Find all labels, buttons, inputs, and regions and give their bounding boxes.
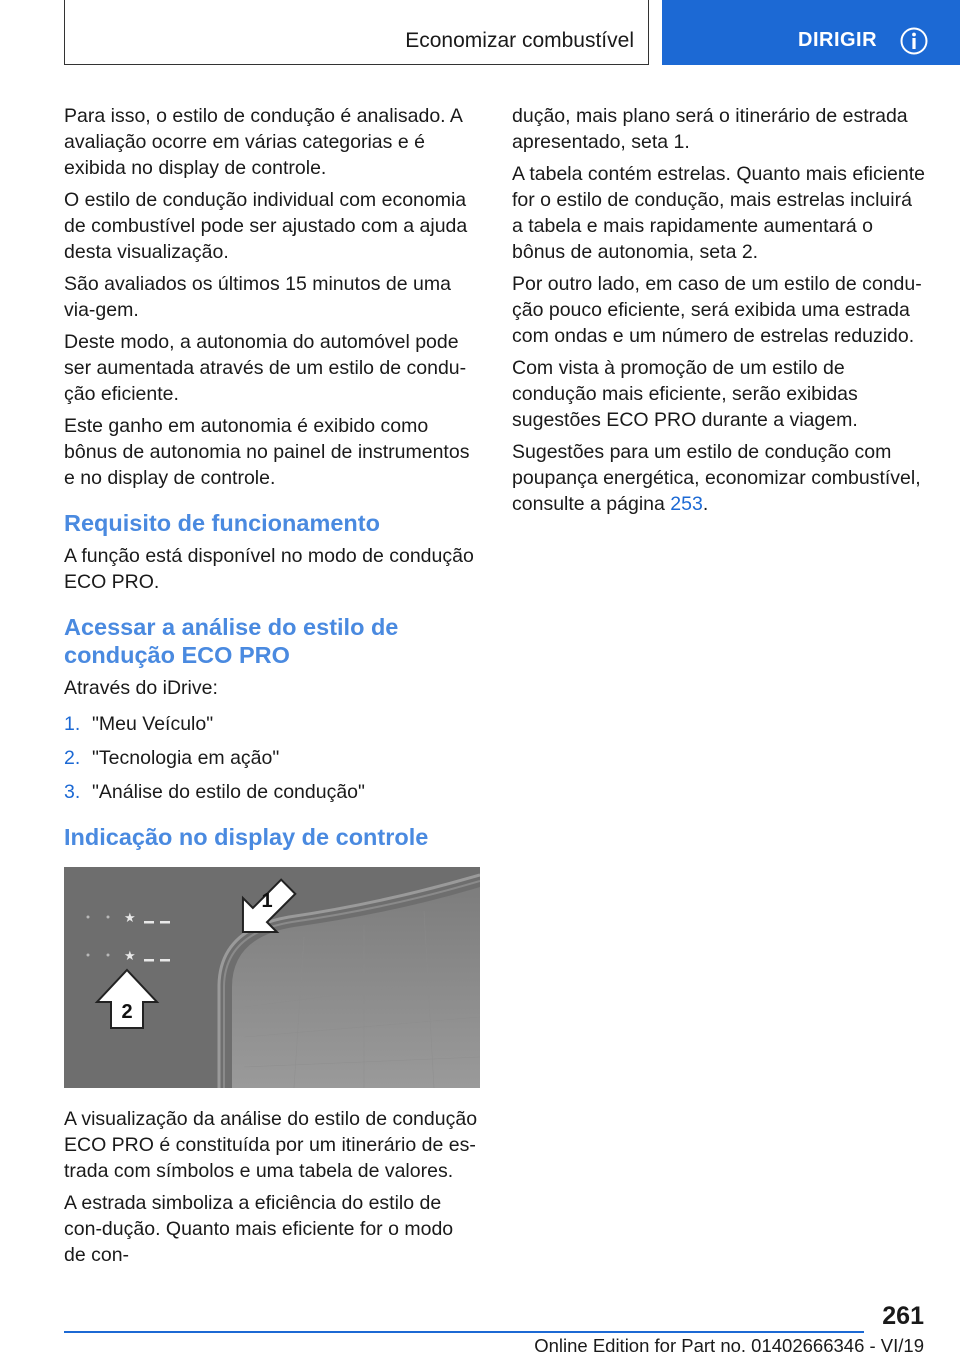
heading-requisito: Requisito de funcionamento — [64, 510, 380, 536]
arrow-2-label: 2 — [121, 1001, 133, 1023]
paragraph: Por outro lado, em caso de um estilo de condu-ção pouco eficiente, será exibida uma estrada com ondas e um número de estrelas reduzido. — [512, 273, 922, 347]
paragraph-end: . — [702, 493, 709, 515]
heading-acessar: Acessar a análise do estilo de condução ECO PRO — [64, 614, 399, 668]
arrow-1-label: 1 — [261, 890, 273, 912]
paragraph: dução, mais plano será o itinerário de estrada apresentado, seta 1. — [512, 105, 908, 153]
step-number: 1. — [64, 713, 81, 735]
paragraph: Este ganho em autonomia é exibido como bônus de autonomia no painel de instrumentos e no display de controle. — [64, 415, 470, 489]
step-number: 2. — [64, 747, 81, 769]
paragraph: São avaliados os últimos 15 minutos de uma via-gem. — [64, 273, 451, 321]
info-icon[interactable] — [899, 26, 929, 56]
paragraph: O estilo de condução individual com economia de combustível pode ser ajustado com a ajuda desta visualização. — [64, 189, 468, 263]
step-text: "Meu Veículo" — [92, 713, 214, 735]
list-item — [64, 745, 480, 771]
list-item — [64, 711, 480, 737]
step-text: "Tecnologia em ação" — [92, 747, 280, 769]
paragraph: A tabela contém estrelas. Quanto mais eficiente for o estilo de condução, mais estrelas incluirá a tabela e mais rapidamente aumentará o bônus de autonomia, seta 2. — [512, 163, 925, 263]
paragraph: Para isso, o estilo de condução é analisado. A avaliação ocorre em várias categorias e é exibida no display de controle. — [64, 105, 462, 179]
section-header — [662, 0, 960, 65]
page-link[interactable]: 253 — [670, 493, 703, 515]
paragraph: A função está disponível no modo de condução ECO PRO. — [64, 545, 474, 593]
edition-footer: Online Edition for Part no. 01402666346 - VI/19 — [534, 1335, 924, 1356]
left-column — [64, 103, 480, 1274]
right-column — [512, 103, 928, 523]
paragraph-text: Sugestões para um estilo de condução com poupança energética, economizar combustível, consulte a página — [512, 441, 921, 515]
paragraph: Com vista à promoção de um estilo de condução mais eficiente, serão exibidas sugestões ECO PRO durante a viagem. — [512, 357, 858, 431]
paragraph: A estrada simboliza a eficiência do estilo de con-dução. Quanto mais eficiente for o modo de con- — [64, 1192, 454, 1266]
paragraph: Através do iDrive: — [64, 677, 218, 699]
paragraph: A visualização da análise do estilo de condução ECO PRO é constituída por um itinerário de es-trada com símbolos e uma tabela de valores. — [64, 1108, 478, 1182]
section-title[interactable]: DIRIGIR — [798, 29, 878, 51]
paragraph — [512, 439, 928, 517]
step-text: "Análise do estilo de condução" — [92, 781, 365, 803]
page-number: 261 — [882, 1302, 924, 1330]
star-icon: ★ — [124, 949, 136, 964]
chapter-header — [64, 0, 649, 65]
chapter-title: Economizar combustível — [405, 29, 634, 52]
star-icon: ★ — [124, 911, 136, 926]
paragraph: Deste modo, a autonomia do automóvel pode ser aumentada através de um estilo de condu-ção eficiente. — [64, 331, 467, 405]
step-number: 3. — [64, 781, 81, 803]
steps-list — [64, 711, 480, 805]
heading-indicacao: Indicação no display de controle — [64, 824, 429, 850]
list-item — [64, 779, 480, 805]
footer-divider — [64, 1331, 864, 1333]
eco-pro-display-figure — [64, 867, 480, 1088]
